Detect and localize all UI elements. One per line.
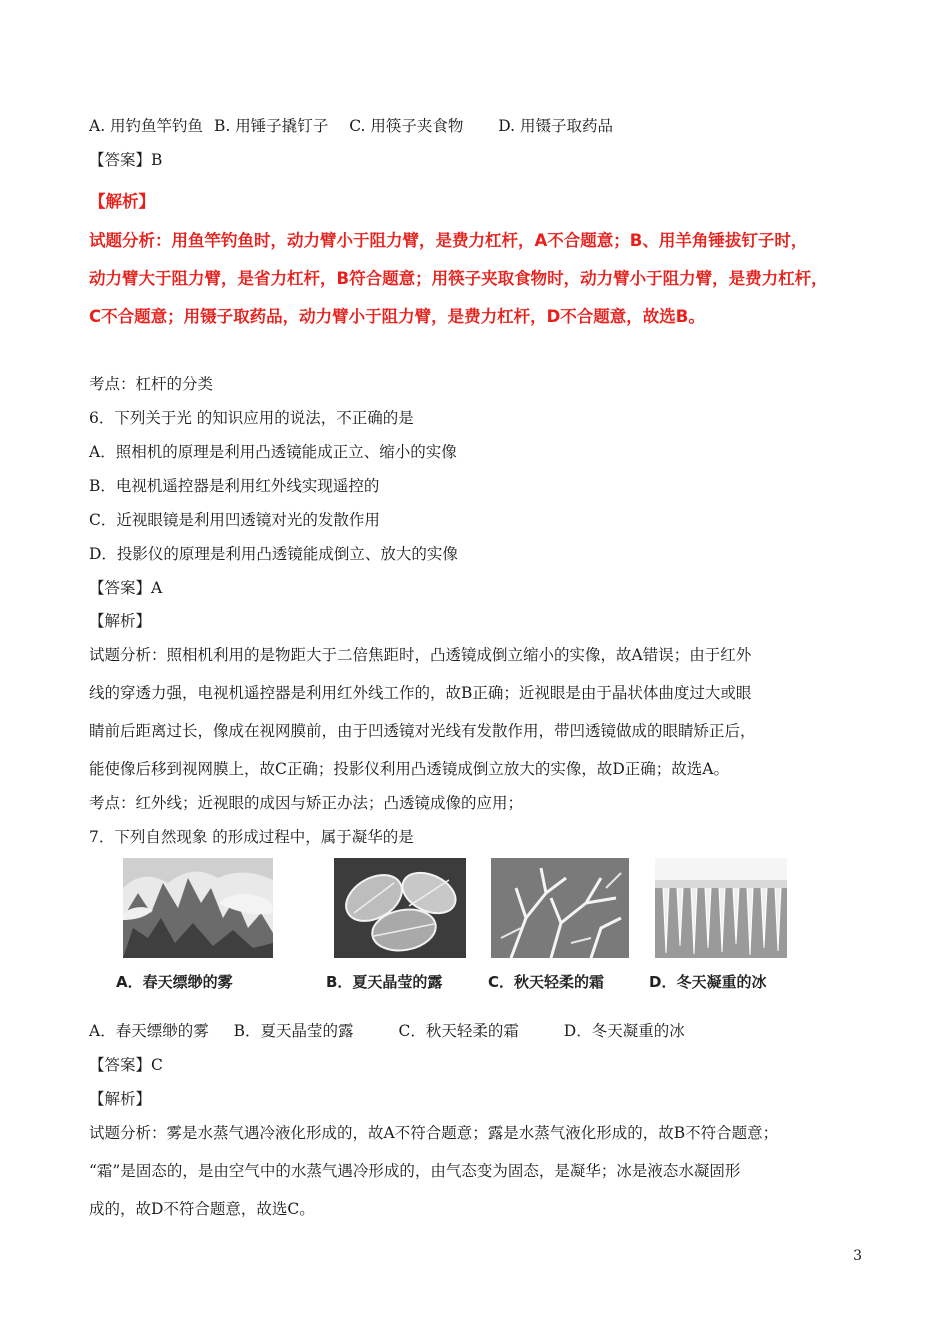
q5-analysis-line-2: 动力臂大于阻力臂，是省力杠杆，B符合题意；用筷子夹取食物时，动力臂小于阻力臂，是费力杠杆， <box>89 269 828 288</box>
dewy-leaves-image <box>330 858 470 958</box>
q7-analysis-line-1: 试题分析：雾是水蒸气遇冷液化形成的，故A不符合题意；露是水蒸气液化形成的，故B不符合题意； <box>89 1124 779 1142</box>
q7-option-d: D．冬天凝重的冰 <box>563 1022 685 1040</box>
q7-option-b: B．夏天晶莹的露 <box>233 1022 354 1040</box>
q5-analysis-line-3: C不合题意；用镊子取药品，动力臂小于阻力臂，是费力杠杆，D不合题意，故选B。 <box>89 307 705 326</box>
q6-analysis-line-4: 能使像后移到视网膜上，故C正确；投影仪利用凸透镜成倒立放大的实像，故D正确；故选A。 <box>89 760 729 778</box>
q6-analysis-line-3: 睛前后距离过长，像成在视网膜前，由于凹透镜对光线有发散作用，带凹透镜做成的眼睛矫正后， <box>89 722 756 740</box>
q7-analysis-heading: 【解析】 <box>89 1090 152 1108</box>
figure-a <box>116 858 272 992</box>
q7-option-c: C．秋天轻柔的霜 <box>398 1022 519 1040</box>
q6-analysis-heading: 【解析】 <box>89 612 152 630</box>
figure-c-caption: C．秋天轻柔的霜 <box>488 973 605 991</box>
q6-stem: 6．下列关于光 的知识应用的说法，不正确的是 <box>89 409 414 427</box>
q5-analysis-heading: 【解析】 <box>89 192 155 211</box>
q5-analysis-line-1: 试题分析：用鱼竿钓鱼时，动力臂小于阻力臂，是费力杠杆，A不合题意；B、用羊角锤拔钉子时， <box>89 231 808 250</box>
figure-c <box>488 858 628 992</box>
q5-option-d: D. 用镊子取药品 <box>498 117 614 135</box>
figure-b <box>326 858 466 992</box>
q5-option-a: A. 用钓鱼竿钓鱼 <box>89 117 204 135</box>
q6-option-c: C．近视眼镜是利用凹透镜对光的发散作用 <box>89 511 380 529</box>
q7-analysis-line-3: 成的，故D不符合题意，故选C。 <box>89 1200 315 1218</box>
q6-option-d: D．投影仪的原理是利用凸透镜能成倒立、放大的实像 <box>89 545 458 563</box>
q7-answer: 【答案】C <box>89 1056 163 1074</box>
figure-d-caption: D．冬天凝重的冰 <box>649 973 767 991</box>
figure-d <box>649 858 789 992</box>
fog-mountain-image <box>120 858 276 958</box>
q7-stem: 7．下列自然现象 的形成过程中，属于凝华的是 <box>89 828 414 846</box>
q7-option-a: A．春天缥缈的雾 <box>89 1022 209 1040</box>
q5-answer: 【答案】B <box>89 151 163 169</box>
frost-branches-image <box>490 858 630 958</box>
q7-analysis-line-2: “霜”是固态的，是由空气中的水蒸气遇冷形成的，由气态变为固态，是凝华；冰是液态水凝固形 <box>89 1162 741 1180</box>
q6-answer: 【答案】A <box>89 579 163 597</box>
q5-point: 考点：杠杆的分类 <box>89 375 214 393</box>
q6-analysis-line-2: 线的穿透力强，电视机遥控器是利用红外线工作的，故B正确；近视眼是由于晶状体曲度过大或眼 <box>89 684 752 702</box>
q5-option-c: C. 用筷子夹食物 <box>349 117 464 135</box>
icicles-image <box>651 858 791 958</box>
q6-option-a: A．照相机的原理是利用凸透镜能成正立、缩小的实像 <box>89 443 457 461</box>
q6-option-b: B．电视机遥控器是利用红外线实现遥控的 <box>89 477 380 495</box>
q6-point: 考点：红外线；近视眼的成因与矫正办法；凸透镜成像的应用； <box>89 794 524 812</box>
figure-b-caption: B．夏天晶莹的露 <box>326 973 443 991</box>
q5-options-line <box>89 116 613 136</box>
page-number: 3 <box>853 1248 862 1264</box>
q5-option-b: B. 用锤子撬钉子 <box>214 117 329 135</box>
q7-options-line <box>89 1021 685 1041</box>
figure-a-caption: A．春天缥缈的雾 <box>116 973 233 991</box>
q6-analysis-line-1: 试题分析：照相机利用的是物距大于二倍焦距时，凸透镜成倒立缩小的实像，故A错误；由于红外 <box>89 646 752 664</box>
